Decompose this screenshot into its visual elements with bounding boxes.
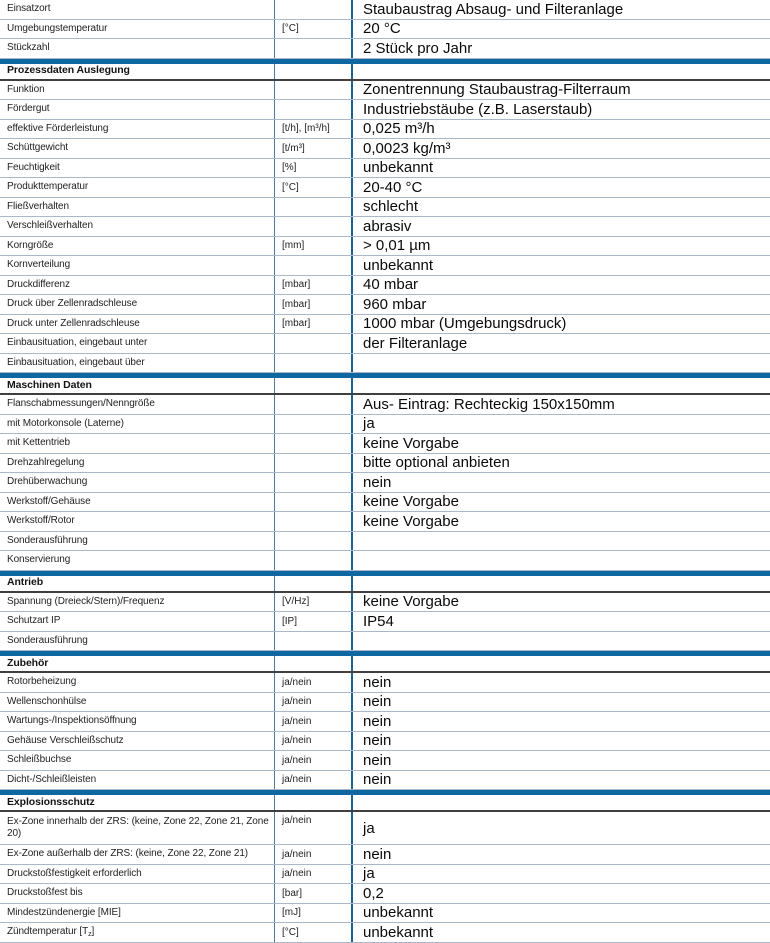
row-unit	[275, 795, 353, 810]
section-title-text: Explosionsschutz	[7, 795, 95, 808]
row-value: unbekannt	[363, 256, 434, 274]
spec-row	[0, 315, 770, 335]
row-value: nein	[363, 845, 392, 863]
row-value: nein	[363, 751, 392, 769]
row-label	[0, 0, 275, 19]
row-label	[0, 315, 275, 334]
row-label	[0, 454, 275, 473]
row-label	[0, 178, 275, 197]
row-label-text: mit Motorkonsole (Laterne)	[7, 417, 124, 429]
row-label-text: Druckstoßfestigkeit erforderlich	[7, 867, 142, 879]
section-title-text: Maschinen Daten	[7, 378, 92, 391]
section-header-row	[0, 651, 770, 673]
row-unit	[275, 64, 353, 79]
row-unit: [°C]	[275, 20, 353, 39]
row-value: unbekannt	[363, 904, 434, 921]
row-unit: [t/m³]	[275, 139, 353, 158]
row-unit: ja/nein	[275, 771, 353, 790]
row-label	[0, 237, 275, 256]
row-label-text: Funktion	[7, 83, 45, 95]
row-label-text: Einsatzort	[7, 3, 51, 14]
row-unit: [IP]	[275, 612, 353, 631]
row-value: Aus- Eintrag: Rechteckig 150x150mm	[363, 395, 615, 413]
row-unit: [°C]	[275, 178, 353, 197]
spec-row	[0, 395, 770, 415]
row-label-text: Einbausituation, eingebaut über	[7, 356, 145, 368]
row-label-text: Umgebungstemperatur	[7, 22, 108, 34]
spec-row	[0, 237, 770, 257]
row-label	[0, 295, 275, 314]
row-unit: ja/nein	[275, 865, 353, 884]
row-label-text: Ex-Zone außerhalb der ZRS: (keine, Zone 22, Zone 21)	[7, 848, 249, 859]
row-label-text: Spannung (Dreieck/Stern)/Frequenz	[7, 595, 165, 607]
row-label	[0, 493, 275, 512]
row-unit: ja/nein	[275, 673, 353, 692]
spec-row	[0, 532, 770, 552]
spec-row	[0, 884, 770, 904]
spec-row	[0, 551, 770, 571]
row-label-text: Wartungs-/Inspektionsöffnung	[7, 715, 137, 726]
row-label-text: Werkstoff/Gehäuse	[7, 495, 91, 507]
spec-row	[0, 20, 770, 40]
row-unit: [V/Hz]	[275, 593, 353, 612]
row-value: schlecht	[363, 198, 419, 215]
spec-row	[0, 81, 770, 101]
row-value: ja	[363, 819, 375, 837]
row-value: keine Vorgabe	[363, 434, 459, 452]
section-header-row	[0, 571, 770, 593]
row-label	[0, 693, 275, 712]
row-label	[0, 865, 275, 884]
row-value: 20-40 °C	[363, 178, 423, 196]
row-label-text: Produkttemperatur	[7, 181, 89, 192]
row-value: unbekannt	[363, 159, 434, 176]
row-label-text: Gehäuse Verschleißschutz	[7, 734, 124, 746]
spec-row	[0, 415, 770, 435]
spec-row	[0, 512, 770, 532]
row-unit	[275, 395, 353, 414]
row-value: keine Vorgabe	[363, 512, 459, 530]
section-title	[0, 378, 275, 393]
section-title-text: Zubehör	[7, 656, 49, 669]
row-unit	[275, 378, 353, 393]
row-label-text: Verschleißverhalten	[7, 220, 93, 231]
row-value: abrasiv	[363, 217, 412, 235]
row-label-text: Zündtemperatur [T	[7, 926, 89, 937]
row-label	[0, 434, 275, 453]
row-value: nein	[363, 732, 392, 749]
row-label	[0, 923, 275, 942]
spec-row	[0, 812, 770, 845]
spec-row	[0, 276, 770, 296]
spec-row	[0, 904, 770, 924]
spec-row	[0, 751, 770, 771]
row-label-subscript: z	[88, 930, 92, 938]
row-label	[0, 334, 275, 353]
row-label	[0, 473, 275, 492]
row-label	[0, 20, 275, 39]
row-label-text: Druck unter Zellenradschleuse	[7, 317, 140, 329]
spec-row	[0, 923, 770, 943]
row-value: keine Vorgabe	[363, 493, 459, 510]
row-value: keine Vorgabe	[363, 593, 459, 610]
row-unit: ja/nein	[275, 712, 353, 731]
row-label-text: Konservierung	[7, 554, 71, 565]
row-label-text: Flanschabmessungen/Nenngröße	[7, 398, 155, 409]
row-value: 1000 mbar (Umgebungsdruck)	[363, 315, 567, 332]
row-unit: [%]	[275, 159, 353, 178]
row-unit	[275, 576, 353, 591]
row-label-text: Ex-Zone innerhalb der ZRS: (keine, Zone 22, Zone 21, Zone 20)	[7, 815, 269, 839]
row-value: nein	[363, 473, 392, 491]
row-label	[0, 593, 275, 612]
row-unit	[275, 217, 353, 236]
row-label	[0, 415, 275, 434]
row-unit	[275, 0, 353, 19]
row-label	[0, 612, 275, 631]
row-unit	[275, 656, 353, 671]
spec-row	[0, 354, 770, 374]
section-title-text: Antrieb	[7, 576, 44, 589]
section-header-row	[0, 790, 770, 812]
row-label	[0, 712, 275, 731]
row-label-text: Fließverhalten	[7, 200, 69, 212]
row-label	[0, 632, 275, 651]
row-label-text: Korngröße	[7, 239, 54, 251]
row-unit: [t/h], [m³/h]	[275, 120, 353, 139]
row-label	[0, 100, 275, 119]
row-label	[0, 512, 275, 531]
row-label	[0, 812, 275, 844]
spec-row	[0, 673, 770, 693]
row-label-text: Feuchtigkeit	[7, 161, 60, 173]
row-label-text: Druckdifferenz	[7, 278, 70, 290]
row-value	[353, 576, 770, 591]
spec-row	[0, 845, 770, 865]
spec-row	[0, 454, 770, 474]
row-label-text: Drehüberwachung	[7, 476, 88, 487]
row-unit: ja/nein	[275, 732, 353, 751]
row-unit	[275, 512, 353, 531]
row-label	[0, 120, 275, 139]
row-value: 0,025 m³/h	[363, 120, 435, 137]
row-value	[353, 632, 770, 651]
spec-row	[0, 0, 770, 20]
row-value: nein	[363, 693, 392, 710]
row-label	[0, 395, 275, 414]
row-label-text: Schleißbuchse	[7, 754, 72, 765]
spec-row	[0, 632, 770, 652]
row-value: 20 °C	[363, 20, 401, 37]
spec-row	[0, 712, 770, 732]
row-value: 0,2	[363, 884, 384, 902]
row-label-text: Wellenschonhülse	[7, 695, 87, 707]
section-header-row	[0, 59, 770, 81]
row-unit: ja/nein	[275, 751, 353, 770]
spec-row	[0, 159, 770, 179]
row-unit: [bar]	[275, 884, 353, 903]
spec-row	[0, 473, 770, 493]
spec-row	[0, 198, 770, 218]
row-unit	[275, 551, 353, 570]
row-value: 2 Stück pro Jahr	[363, 39, 473, 57]
row-unit: [mbar]	[275, 315, 353, 334]
spec-row	[0, 593, 770, 613]
row-label	[0, 139, 275, 158]
spec-row	[0, 434, 770, 454]
row-unit: [mJ]	[275, 904, 353, 923]
row-value: Industriebstäube (z.B. Laserstaub)	[363, 100, 593, 118]
row-label	[0, 256, 275, 275]
row-label	[0, 276, 275, 295]
row-label-text: Schutzart IP	[7, 615, 61, 626]
row-unit	[275, 493, 353, 512]
spec-row	[0, 139, 770, 159]
row-value: IP54	[363, 612, 394, 630]
row-label-text: Werkstoff/Rotor	[7, 515, 75, 526]
row-unit: [mbar]	[275, 276, 353, 295]
row-label	[0, 673, 275, 692]
spec-row	[0, 865, 770, 885]
row-value: ja	[363, 865, 375, 882]
row-value: ja	[363, 415, 375, 432]
row-label	[0, 532, 275, 551]
row-label	[0, 551, 275, 570]
row-label-suffix: ]	[91, 926, 95, 937]
row-value: 40 mbar	[363, 276, 419, 293]
row-unit	[275, 434, 353, 453]
section-title	[0, 656, 275, 671]
spec-row	[0, 39, 770, 59]
row-label	[0, 198, 275, 217]
row-value	[353, 64, 770, 79]
spec-row	[0, 217, 770, 237]
row-unit	[275, 632, 353, 651]
row-unit: ja/nein	[275, 693, 353, 712]
row-label-text: Schüttgewicht	[7, 142, 68, 153]
row-unit	[275, 198, 353, 217]
row-value: nein	[363, 771, 392, 788]
row-unit: [mbar]	[275, 295, 353, 314]
row-value: der Filteranlage	[363, 334, 468, 352]
spec-row	[0, 612, 770, 632]
row-value: 960 mbar	[363, 295, 427, 313]
spec-row	[0, 493, 770, 513]
section-title	[0, 795, 275, 810]
row-value: nein	[363, 673, 392, 691]
row-unit: [°C]	[275, 923, 353, 942]
row-label	[0, 39, 275, 58]
row-label-text: Kornverteilung	[7, 259, 71, 270]
section-header-row	[0, 373, 770, 395]
row-value: unbekannt	[363, 923, 434, 941]
row-label	[0, 751, 275, 770]
spec-row	[0, 295, 770, 315]
spec-row	[0, 120, 770, 140]
spec-row	[0, 100, 770, 120]
row-unit	[275, 454, 353, 473]
row-label	[0, 904, 275, 923]
row-label-text: Druck über Zellenradschleuse	[7, 298, 138, 309]
section-title-text: Prozessdaten Auslegung	[7, 64, 130, 77]
row-label-text: Druckstoßfest bis	[7, 887, 83, 898]
spec-row	[0, 256, 770, 276]
spec-row	[0, 693, 770, 713]
row-label-text: Einbausituation, eingebaut unter	[7, 337, 148, 348]
row-label-text: Drehzahlregelung	[7, 456, 85, 468]
spec-row	[0, 334, 770, 354]
row-unit	[275, 532, 353, 551]
row-unit	[275, 334, 353, 353]
row-label-text: Rotorbeheizung	[7, 676, 77, 687]
row-unit: ja/nein	[275, 845, 353, 864]
row-label	[0, 159, 275, 178]
row-value	[353, 354, 770, 373]
row-label	[0, 884, 275, 903]
row-value	[353, 656, 770, 671]
row-value	[353, 532, 770, 551]
row-unit: [mm]	[275, 237, 353, 256]
row-label-text: mit Kettentrieb	[7, 437, 70, 448]
row-unit	[275, 81, 353, 100]
row-label-text: effektive Förderleistung	[7, 122, 109, 134]
row-value: Staubaustrag Absaug- und Filteranlage	[363, 0, 624, 18]
row-unit	[275, 415, 353, 434]
row-label-text: Sonderausführung	[7, 634, 88, 646]
row-label	[0, 771, 275, 790]
row-unit	[275, 354, 353, 373]
row-value	[353, 795, 770, 810]
row-value: nein	[363, 712, 392, 730]
row-value: bitte optional anbieten	[363, 454, 510, 471]
row-value: 0,0023 kg/m³	[363, 139, 451, 157]
row-unit	[275, 473, 353, 492]
row-unit	[275, 256, 353, 275]
row-label-text: Mindestzündenergie [MIE]	[7, 906, 121, 918]
row-value: > 0,01 µm	[363, 237, 431, 254]
row-label	[0, 732, 275, 751]
row-unit: ja/nein	[275, 812, 353, 844]
section-title	[0, 576, 275, 591]
row-label-text: Fördergut	[7, 103, 50, 114]
row-label	[0, 217, 275, 236]
row-unit	[275, 100, 353, 119]
row-unit	[275, 39, 353, 58]
row-label	[0, 354, 275, 373]
row-label	[0, 845, 275, 864]
section-title	[0, 64, 275, 79]
row-value	[353, 551, 770, 570]
spec-row	[0, 178, 770, 198]
spec-row	[0, 732, 770, 752]
row-value: Zonentrennung Staubaustrag-Filterraum	[363, 81, 631, 98]
row-label-text: Dicht-/Schleißleisten	[7, 773, 97, 785]
row-value	[353, 378, 770, 393]
spec-row	[0, 771, 770, 791]
row-label-text: Stückzahl	[7, 42, 50, 53]
row-label	[0, 81, 275, 100]
row-label-text: Sonderausführung	[7, 534, 88, 546]
